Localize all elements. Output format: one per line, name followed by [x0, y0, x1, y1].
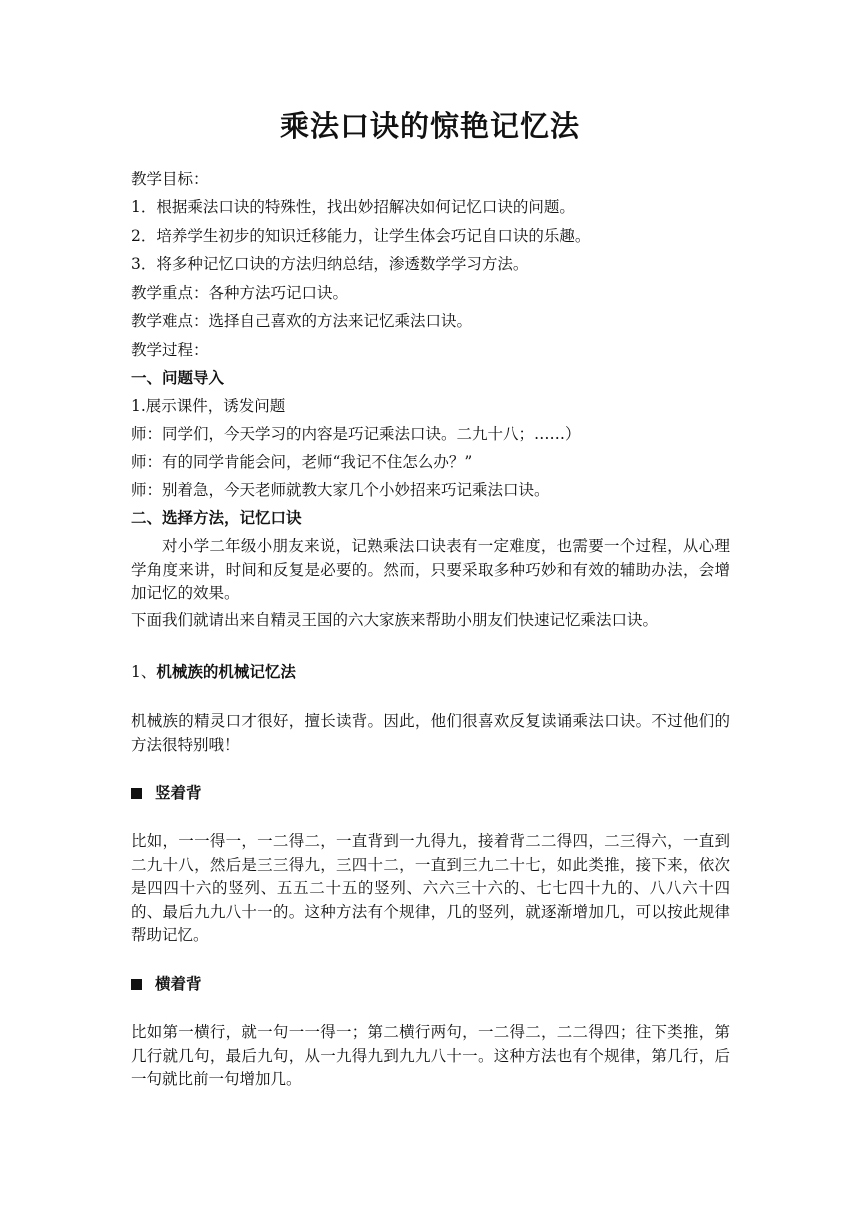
section-1-step: 1.展示课件，诱发问题	[131, 397, 286, 415]
section-1-heading: 一、问题导入	[131, 369, 225, 387]
vertical-recite-text: 比如，一一得一，一二得二，一直背到一九得九，接着背二二得四，二三得六，一直到二九十八，然后是三三得九，三四十二，一直到三九二十七，如此类推，接下来，依次是四四十六的竖列、五五二十五的竖列、六六三十六的、七七四十九的、八八六十四的、最后九九八十一的。这种方法有个规律，几的竖列，就逐渐增加几，可以按此规律帮助记忆。	[131, 832, 730, 944]
horizontal-recite-heading	[131, 973, 202, 995]
document-title: 乘法口诀的惊艳记忆法	[279, 109, 580, 143]
horizontal-recite-title: 横着背	[155, 975, 202, 993]
difficulty: 教学难点：选择自己喜欢的方法来记忆乘法口诀。	[131, 312, 473, 330]
goal-item-1: 1．根据乘法口诀的特殊性，找出妙招解决如何记忆口诀的问题。	[131, 198, 575, 216]
key-point: 教学重点：各种方法巧记口诀。	[131, 284, 349, 302]
square-bullet-icon	[131, 979, 142, 990]
dialogue-line-3: 师：别着急，今天老师就教大家几个小妙招来巧记乘法口诀。	[131, 481, 550, 499]
section-2-heading: 二、选择方法，记忆口诀	[131, 509, 302, 527]
goals-heading: 教学目标：	[131, 170, 209, 188]
method-1-description: 机械族的精灵口才很好，擅长读背。因此，他们很喜欢反复读诵乘法口诀。不过他们的方法很特别哦！	[131, 712, 730, 754]
goal-item-3: 3．将多种记忆口诀的方法归纳总结，渗透数学学习方法。	[131, 255, 529, 273]
process-heading: 教学过程：	[131, 341, 209, 359]
vertical-recite-title: 竖着背	[155, 784, 202, 802]
dialogue-line-1: 师：同学们，今天学习的内容是巧记乘法口诀。二九十八；……）	[131, 425, 581, 443]
square-bullet-icon	[131, 788, 142, 799]
horizontal-recite-text: 比如第一横行，就一句一一得一；第二横行两句，一二得二，二二得四；往下类推，第几行就几句，最后九句，从一九得九到九九八十一。这种方法也有个规律，第几行，后一句就比前一句增加几。	[131, 1023, 730, 1088]
method-1-heading	[131, 661, 296, 683]
method-1-number: 1、	[131, 663, 157, 681]
section-2-transition: 下面我们就请出来自精灵王国的六大家族来帮助小朋友们快速记忆乘法口诀。	[131, 611, 659, 629]
method-1-title: 机械族的机械记忆法	[156, 663, 296, 681]
goal-item-2: 2．培养学生初步的知识迁移能力，让学生体会巧记自口诀的乐趣。	[131, 227, 591, 245]
section-2-intro: 对小学二年级小朋友来说，记熟乘法口诀表有一定难度，也需要一个过程，从心理学角度来讲，时间和反复是必要的。然而，只要采取多种巧妙和有效的辅助办法，会增加记忆的效果。	[131, 537, 730, 602]
dialogue-line-2: 师：有的同学肯能会问，老师“我记不住怎么办？”	[131, 453, 473, 471]
vertical-recite-heading	[131, 782, 202, 804]
